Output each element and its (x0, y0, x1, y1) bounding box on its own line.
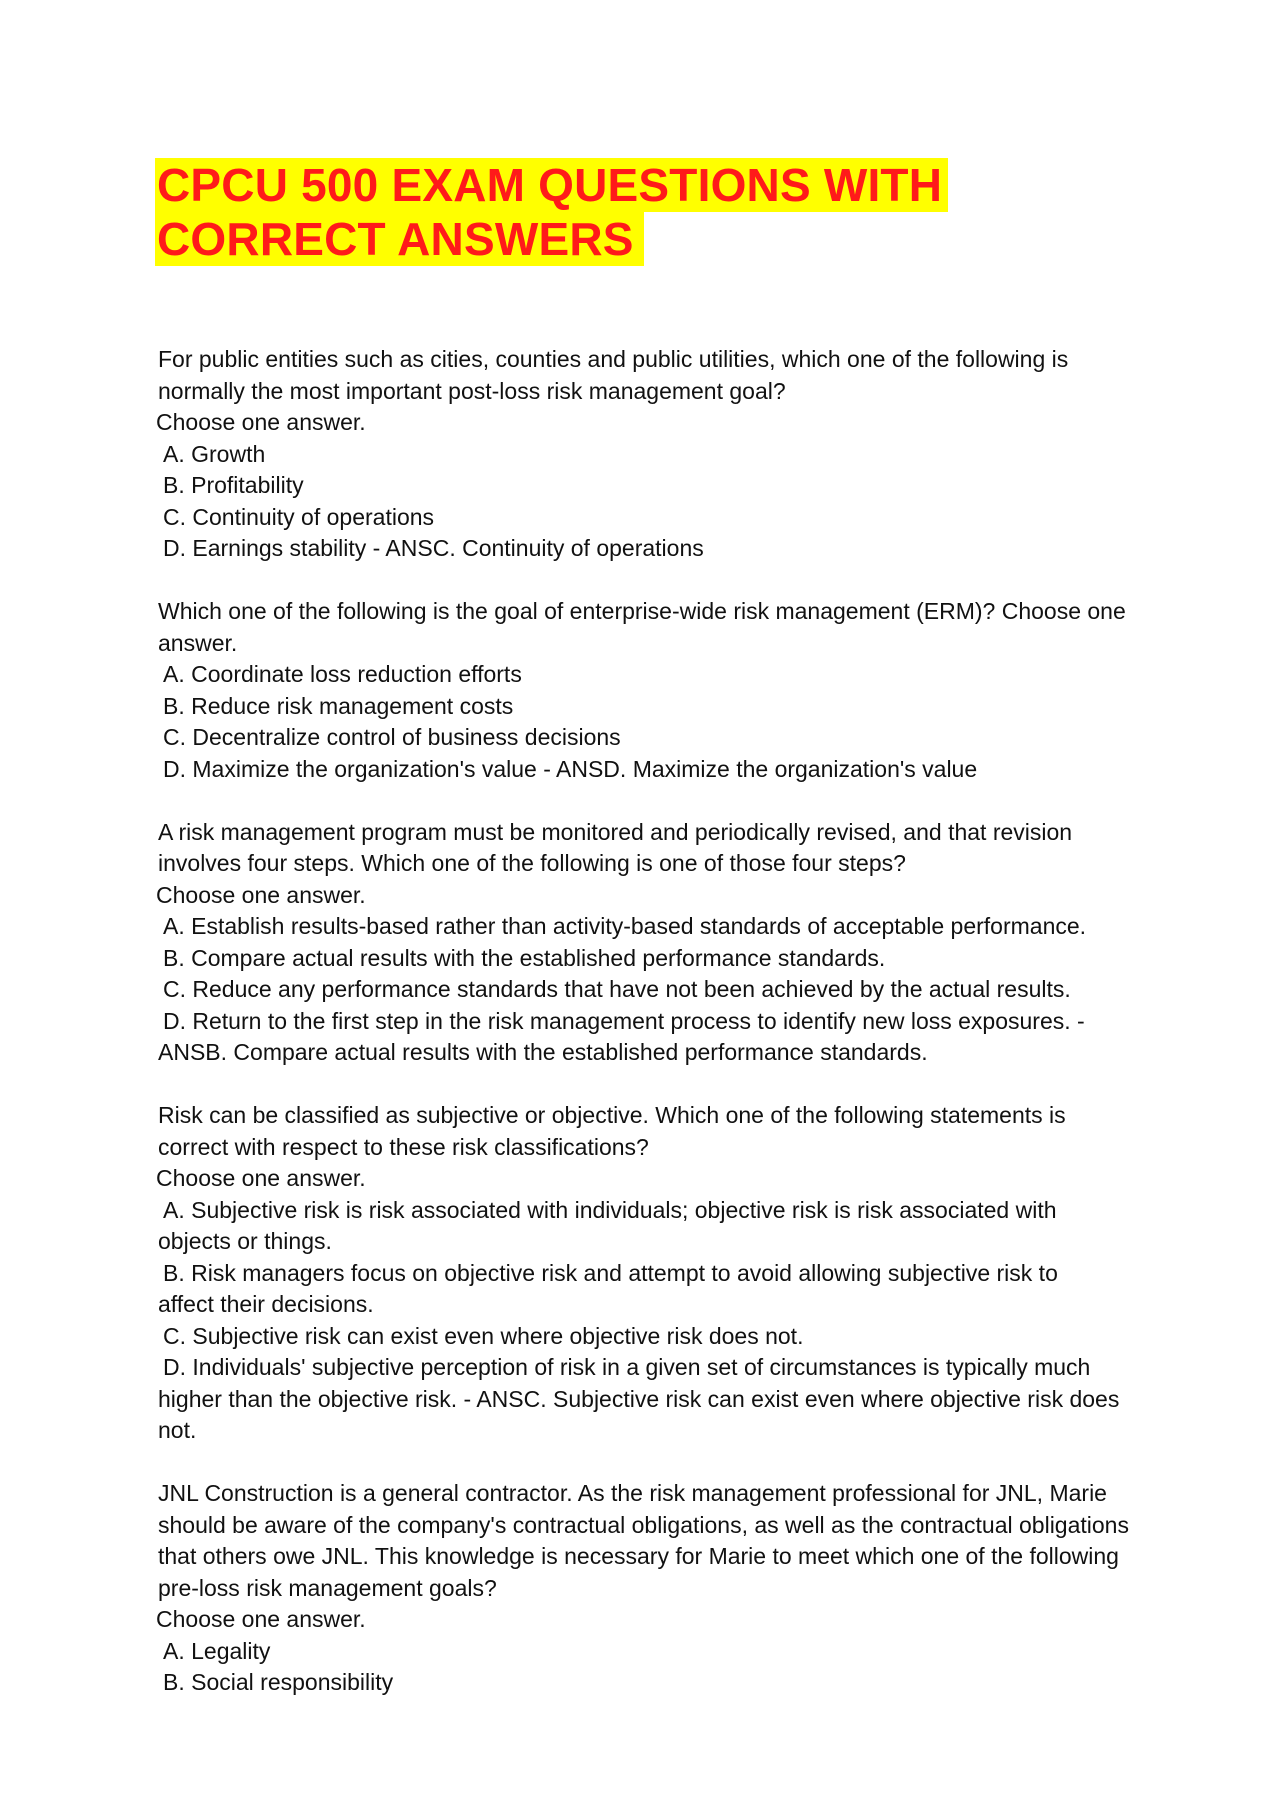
option-c: C. Continuity of operations (163, 503, 435, 530)
option-c: C. Subjective risk can exist even where objective risk does not. (163, 1322, 804, 1349)
questions-list (156, 344, 1136, 1730)
option-a: A. Coordinate loss reduction efforts (163, 661, 522, 687)
option-d: D. Earnings stability - ANSC. Continuity of operations (163, 535, 704, 561)
question-4 (156, 1100, 1136, 1447)
option-d: D. Return to the first step in the risk management process to identify new loss exposures. - (163, 1007, 1085, 1034)
option-a: A. Growth (163, 440, 266, 467)
option-b: B. Social responsibility (163, 1669, 394, 1695)
question-text: For public entities such as cities, counties and public utilities, which one of the following is normally the most important post-loss risk management goal? (158, 346, 1069, 404)
answer-text: ANSB. Compare actual results with the established performance standards. (158, 1039, 928, 1065)
option-c: C. Reduce any performance standards that have not been achieved by the actual results. (163, 976, 1071, 1002)
question-3 (156, 817, 1136, 1069)
option-a-continuation: objects or things. (158, 1228, 332, 1254)
option-b: B. Reduce risk management costs (163, 692, 514, 719)
question-text: JNL Construction is a general contractor. As the risk management professional for JNL, Marie should be aware of the company's contractual obligations, as well as the contractual obligations that others owe JNL. This knowledge is necessary for Marie to meet which one of the following pre-loss risk management goals? (158, 1480, 1129, 1601)
choose-prompt: Choose one answer. (156, 881, 366, 908)
question-5 (156, 1478, 1136, 1699)
choose-prompt: Choose one answer. (156, 1165, 366, 1191)
choose-prompt: Choose one answer. (156, 1606, 366, 1632)
option-b-continuation: affect their decisions. (158, 1291, 374, 1317)
document-title (155, 158, 1015, 266)
option-d: D. Maximize the organization's value - ANSD. Maximize the organization's value (163, 755, 978, 782)
question-text: Risk can be classified as subjective or objective. Which one of the following statements is correct with respect to these risk classifications? (158, 1102, 1066, 1160)
option-a: A. Subjective risk is risk associated with individuals; objective risk is risk associated with (163, 1196, 1057, 1223)
option-b: B. Compare actual results with the established performance standards. (163, 944, 886, 971)
option-a: A. Establish results-based rather than activity-based standards of acceptable performance. (163, 913, 1087, 939)
question-text: A risk management program must be monitored and periodically revised, and that revision involves four steps. Which one of the following is one of those four steps? (158, 818, 1073, 876)
option-b: B. Risk managers focus on objective risk and attempt to avoid allowing subjective risk to (163, 1259, 1058, 1286)
option-b: B. Profitability (163, 472, 304, 498)
option-d: D. Individuals' subjective perception of risk in a given set of circumstances is typically much (163, 1354, 1091, 1380)
option-d-continuation: higher than the objective risk. - ANSC. Subjective risk can exist even where objective risk does not. (158, 1385, 1120, 1443)
title-line-1: CPCU 500 EXAM QUESTIONS WITH (155, 158, 948, 212)
option-a: A. Legality (163, 1637, 271, 1664)
question-text: Which one of the following is the goal of enterprise-wide risk management (ERM)? Choose one answer. (158, 598, 1126, 656)
option-c: C. Decentralize control of business decisions (163, 724, 621, 750)
choose-prompt: Choose one answer. (156, 409, 366, 435)
title-line-2: CORRECT ANSWERS (155, 212, 644, 266)
question-1 (156, 344, 1136, 565)
question-2 (156, 596, 1136, 785)
